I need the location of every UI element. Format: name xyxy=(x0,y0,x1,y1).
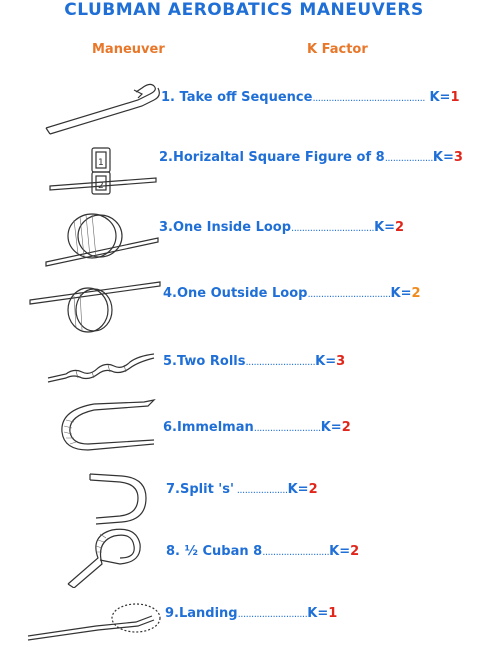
k-value: 3 xyxy=(336,354,346,369)
maneuver-row xyxy=(159,150,463,165)
maneuver-label: 6.Immelman xyxy=(163,420,254,435)
leader-dots: .......................................... xyxy=(312,93,425,104)
page-title: CLUBMAN AEROBATICS MANEUVERS xyxy=(64,0,424,20)
maneuver-row xyxy=(166,482,318,497)
k-value: 2 xyxy=(350,544,360,559)
k-prefix: K= xyxy=(390,286,412,301)
maneuver-row xyxy=(159,220,404,235)
k-prefix: K= xyxy=(424,90,451,105)
maneuver-label: 4.One Outside Loop xyxy=(163,286,308,301)
k-prefix: K= xyxy=(287,482,309,497)
svg-text:2: 2 xyxy=(98,181,104,191)
maneuver-row xyxy=(163,354,345,369)
maneuver-row xyxy=(161,90,460,105)
maneuver-label: 7.Split 's' xyxy=(166,482,235,497)
leader-dots: ......................... xyxy=(253,423,321,434)
maneuver-label: 9.Landing xyxy=(165,606,238,621)
maneuver-label: 3.One Inside Loop xyxy=(159,220,292,235)
maneuver-column-header: Maneuver xyxy=(92,42,165,57)
k-prefix: K= xyxy=(374,220,396,235)
maneuver-row xyxy=(163,420,351,435)
square-figure-8-diagram-icon xyxy=(48,146,158,200)
k-value: 2 xyxy=(411,286,421,301)
k-value: 1 xyxy=(328,606,338,621)
leader-dots: ......................... xyxy=(262,547,330,558)
maneuver-label: 2.Horizaltal Square Figure of 8 xyxy=(159,150,385,165)
maneuver-label: 8. ½ Cuban 8 xyxy=(166,544,263,559)
leader-dots: .......................... xyxy=(237,609,308,620)
leader-dots: ............................... xyxy=(307,289,391,300)
k-value: 2 xyxy=(308,482,318,497)
leader-dots: .......................... xyxy=(245,357,316,368)
k-prefix: K= xyxy=(307,606,329,621)
maneuver-label: 5.Two Rolls xyxy=(163,354,246,369)
k-prefix: K= xyxy=(432,150,454,165)
takeoff-diagram-icon xyxy=(38,78,160,140)
svg-text:1: 1 xyxy=(98,158,104,168)
k-prefix: K= xyxy=(329,544,351,559)
half-cuban-8-diagram-icon xyxy=(60,522,160,588)
immelman-diagram-icon xyxy=(54,398,158,458)
maneuver-row xyxy=(163,286,421,301)
k-value: 2 xyxy=(341,420,351,435)
two-rolls-diagram-icon xyxy=(46,350,156,384)
maneuver-label: 1. Take off Sequence xyxy=(161,90,313,105)
leader-dots: .................. xyxy=(384,153,433,164)
maneuver-row xyxy=(166,544,359,559)
inside-loop-diagram-icon xyxy=(44,210,160,268)
kfactor-column-header: K Factor xyxy=(307,42,368,57)
k-prefix: K= xyxy=(315,354,337,369)
k-value: 1 xyxy=(450,90,460,105)
k-value: 2 xyxy=(395,220,405,235)
leader-dots: ................... xyxy=(234,485,288,496)
k-prefix: K= xyxy=(320,420,342,435)
landing-diagram-icon xyxy=(26,596,162,642)
k-value: 3 xyxy=(453,150,463,165)
outside-loop-diagram-icon xyxy=(28,272,162,334)
leader-dots: ............................... xyxy=(291,223,375,234)
maneuver-row xyxy=(165,606,337,621)
